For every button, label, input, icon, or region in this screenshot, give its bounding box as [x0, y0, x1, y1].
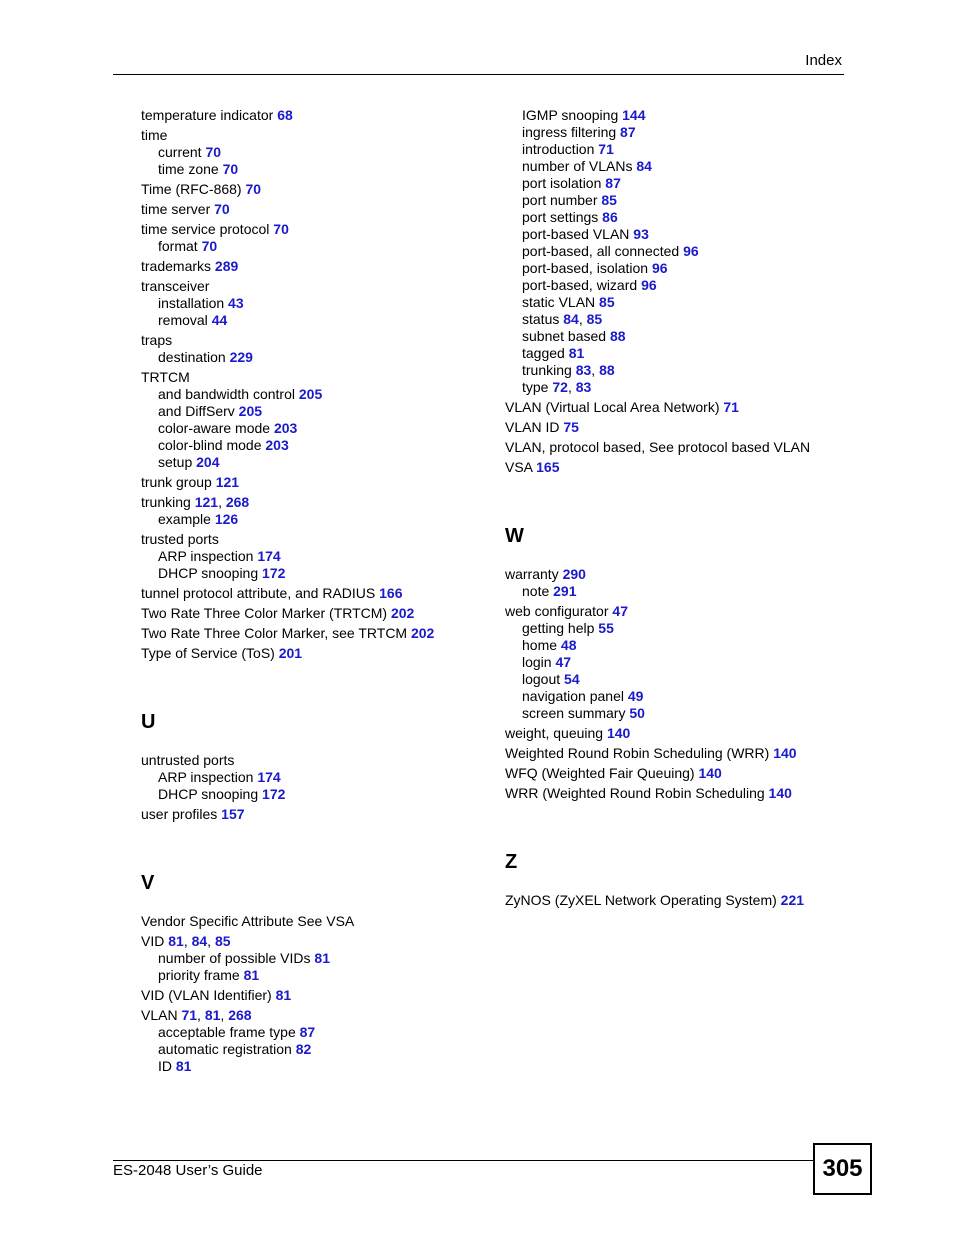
index-term: time server: [141, 201, 215, 217]
page-link[interactable]: 68: [277, 107, 293, 123]
index-subentry: [141, 1058, 481, 1075]
index-term: web configurator: [505, 603, 613, 619]
index-main-line: [141, 625, 481, 642]
page-link[interactable]: 49: [627, 688, 644, 704]
index-main-line: [141, 605, 481, 622]
index-term: login: [522, 654, 556, 670]
page-link[interactable]: 88: [599, 362, 615, 378]
page-link[interactable]: 204: [196, 454, 220, 470]
index-subentry: [505, 362, 835, 379]
index-term: ARP inspection: [158, 769, 258, 785]
index-term: automatic registration: [158, 1041, 296, 1057]
index-term: trademarks: [141, 258, 215, 274]
index-term: Time (RFC-868): [141, 181, 246, 197]
index-entry: [141, 221, 481, 255]
index-main-line: [141, 645, 481, 662]
page-link[interactable]: 54: [564, 671, 580, 687]
running-header-title: Index: [805, 52, 842, 69]
page-link[interactable]: 47: [612, 603, 628, 619]
index-entry: [141, 201, 481, 218]
page-link[interactable]: 205: [298, 386, 323, 402]
page-link[interactable]: 71: [181, 1007, 198, 1023]
index-term: subnet based: [522, 328, 610, 344]
index-entry: [505, 459, 835, 476]
index-term: user profiles: [141, 806, 222, 822]
index-main-line: [505, 785, 835, 802]
index-entry: [505, 785, 835, 802]
index-term: logout: [522, 671, 565, 687]
index-term: ZyNOS (ZyXEL Network Operating System): [505, 892, 781, 908]
page-link[interactable]: 144: [622, 107, 646, 123]
index-term: VID (VLAN Identifier): [141, 987, 276, 1003]
index-entry: [505, 566, 835, 600]
page-link[interactable]: 81: [243, 967, 260, 983]
index-main-line: [141, 278, 481, 295]
index-subentry: [141, 548, 481, 565]
index-column-right: [505, 107, 835, 909]
index-term: acceptable frame type: [158, 1024, 300, 1040]
page-link[interactable]: 121: [194, 494, 219, 510]
index-term: format: [158, 238, 202, 254]
index-subentry: [505, 209, 835, 226]
index-term: number of possible VIDs: [158, 950, 315, 966]
index-subentry: [505, 345, 835, 362]
index-term: number of VLANs: [522, 158, 637, 174]
index-subentry: [505, 328, 835, 345]
index-term: VLAN, protocol based, See protocol based VLAN: [505, 439, 811, 455]
index-term: DHCP snooping: [158, 565, 263, 581]
page-link[interactable]: 88: [609, 328, 626, 344]
index-subentry: [505, 671, 835, 688]
page-link[interactable]: 71: [723, 399, 739, 415]
index-term: DHCP snooping: [158, 786, 263, 802]
index-subentry: [505, 688, 835, 705]
index-main-line: [141, 127, 481, 144]
index-entry: [505, 765, 835, 782]
index-term: VLAN: [141, 1007, 182, 1023]
page-link[interactable]: 83: [575, 379, 592, 395]
page-link[interactable]: 166: [379, 585, 403, 601]
page-link[interactable]: 172: [262, 565, 286, 581]
index-term: port isolation: [522, 175, 606, 191]
page-link[interactable]: 205: [238, 403, 263, 419]
index-subentry: [505, 158, 835, 175]
index-term: ARP inspection: [158, 548, 258, 564]
page-link[interactable]: 48: [560, 637, 577, 653]
index-entry: [505, 725, 835, 742]
page-link[interactable]: 43: [228, 295, 244, 311]
page-link[interactable]: 70: [201, 238, 218, 254]
page-link[interactable]: 202: [390, 605, 415, 621]
page-link[interactable]: 289: [214, 258, 239, 274]
index-subentry: [141, 437, 481, 454]
index-term: port-based VLAN: [522, 226, 634, 242]
section-letter: Z: [505, 851, 518, 873]
index-subentry: [505, 583, 835, 600]
page-link[interactable]: 71: [598, 141, 614, 157]
index-main-line: [141, 369, 481, 386]
page-link[interactable]: 140: [698, 765, 722, 781]
section-letter: V: [141, 872, 155, 894]
page-link[interactable]: 72: [552, 379, 568, 395]
index-main-line: [141, 1007, 481, 1024]
index-term: and bandwidth control: [158, 386, 299, 402]
page-separator: ,: [207, 933, 215, 949]
index-term: Weighted Round Robin Scheduling (WRR): [505, 745, 774, 761]
page-link[interactable]: 85: [601, 192, 617, 208]
index-term: ingress filtering: [522, 124, 621, 140]
page-link[interactable]: 126: [214, 511, 239, 527]
page-link[interactable]: 81: [314, 950, 330, 966]
index-main-line: [141, 494, 481, 511]
index-term: temperature indicator: [141, 107, 278, 123]
header-rule: [113, 74, 844, 75]
index-subentry: [141, 1024, 481, 1041]
index-main-line: [141, 913, 481, 930]
index-subentry: [505, 175, 835, 192]
index-subentry: [505, 620, 835, 637]
index-term: installation: [158, 295, 229, 311]
index-term: priority frame: [158, 967, 244, 983]
index-main-line: [141, 221, 481, 238]
page-link[interactable]: 85: [214, 933, 231, 949]
index-term: time: [141, 127, 168, 143]
index-main-line: [505, 399, 835, 416]
index-subentry: [141, 161, 481, 178]
page-link[interactable]: 70: [273, 221, 289, 237]
index-subentry: [141, 238, 481, 255]
index-main-line: [505, 603, 835, 620]
page-link[interactable]: 84: [191, 933, 208, 949]
index-entry: [141, 806, 481, 823]
page-link[interactable]: 85: [586, 311, 603, 327]
page-separator: ,: [591, 362, 600, 378]
index-term: untrusted ports: [141, 752, 235, 768]
index-term: color-aware mode: [158, 420, 274, 436]
index-subentry: [141, 144, 481, 161]
page-link[interactable]: 221: [780, 892, 805, 908]
page-link[interactable]: 87: [605, 175, 621, 191]
index-main-line: [141, 107, 481, 124]
page-link[interactable]: 86: [602, 209, 618, 225]
index-subentry: [505, 260, 835, 277]
index-subentry: [505, 141, 835, 158]
index-entry: [505, 107, 835, 396]
index-entry: [141, 933, 481, 984]
index-term: time zone: [158, 161, 223, 177]
index-subentry: [141, 967, 481, 984]
index-entry: [141, 625, 481, 642]
index-term: WFQ (Weighted Fair Queuing): [505, 765, 699, 781]
index-entry: [141, 332, 481, 366]
index-subentry: [505, 294, 835, 311]
index-entry: [505, 603, 835, 722]
index-term: traps: [141, 332, 173, 348]
page-link[interactable]: 84: [636, 158, 652, 174]
footer-rule: [113, 1160, 814, 1161]
index-subentry: [505, 654, 835, 671]
index-term: VLAN ID: [505, 419, 564, 435]
index-term: home: [522, 637, 561, 653]
page-link[interactable]: 87: [299, 1024, 316, 1040]
index-term: Type of Service (ToS): [141, 645, 279, 661]
page-link[interactable]: 202: [410, 625, 435, 641]
page-link[interactable]: 140: [606, 725, 631, 741]
index-main-line: [141, 474, 481, 491]
page-link[interactable]: 172: [262, 786, 286, 802]
index-main-line: [505, 745, 835, 762]
index-main-line: [141, 531, 481, 548]
page-link[interactable]: 84: [563, 311, 579, 327]
index-term: current: [158, 144, 206, 160]
index-main-line: [141, 258, 481, 275]
index-term: port-based, isolation: [522, 260, 652, 276]
page-link[interactable]: 70: [245, 181, 262, 197]
page-link[interactable]: 140: [773, 745, 797, 761]
page-link[interactable]: 268: [225, 494, 250, 510]
index-main-line: [141, 933, 481, 950]
index-entry: [505, 419, 835, 436]
index-entry: [141, 127, 481, 178]
page-link[interactable]: 268: [228, 1007, 252, 1023]
page-link[interactable]: 50: [629, 705, 645, 721]
index-term: ID: [158, 1058, 176, 1074]
index-subentry: [141, 454, 481, 471]
index-entry: [141, 258, 481, 275]
page-link[interactable]: 83: [575, 362, 592, 378]
page-link[interactable]: 87: [620, 124, 636, 140]
index-subentry: [141, 420, 481, 437]
index-term: trunk group: [141, 474, 216, 490]
section-letter: W: [505, 525, 524, 547]
index-term: and DiffServ: [158, 403, 239, 419]
index-term: type: [522, 379, 553, 395]
index-main-line: [505, 765, 835, 782]
index-subentry: [141, 1041, 481, 1058]
index-entry: [141, 107, 481, 124]
page-link[interactable]: 96: [651, 260, 668, 276]
footer-guide-title: ES-2048 User’s Guide: [113, 1162, 263, 1179]
index-subentry: [505, 379, 835, 396]
index-term: VID: [141, 933, 169, 949]
page-link[interactable]: 201: [278, 645, 303, 661]
index-term: WRR (Weighted Round Robin Scheduling: [505, 785, 769, 801]
page-link[interactable]: 229: [229, 349, 253, 365]
index-term: status: [522, 311, 564, 327]
page-link[interactable]: 47: [555, 654, 572, 670]
page-link[interactable]: 75: [563, 419, 579, 435]
index-subentry: [141, 950, 481, 967]
page-link[interactable]: 81: [275, 987, 292, 1003]
index-main-line: [505, 566, 835, 583]
index-subentry: [505, 637, 835, 654]
index-entry: [141, 494, 481, 528]
index-term: removal: [158, 312, 212, 328]
index-term: navigation panel: [522, 688, 628, 704]
index-entry: [141, 369, 481, 471]
page-link[interactable]: 81: [168, 933, 184, 949]
page-link[interactable]: 165: [536, 459, 560, 475]
index-subentry: [141, 403, 481, 420]
index-main-line: [505, 459, 835, 476]
index-subentry: [141, 511, 481, 528]
page-link[interactable]: 96: [641, 277, 657, 293]
page-link[interactable]: 174: [257, 769, 281, 785]
page-link[interactable]: 96: [683, 243, 699, 259]
index-entry: [141, 913, 481, 930]
page-separator: ,: [220, 1007, 229, 1023]
index-term: tagged: [522, 345, 569, 361]
page-link[interactable]: 291: [553, 583, 577, 599]
page-link[interactable]: 70: [214, 201, 230, 217]
index-entry: [141, 181, 481, 198]
index-entry: [505, 745, 835, 762]
index-term: Two Rate Three Color Marker, see TRTCM: [141, 625, 411, 641]
index-term: port number: [522, 192, 602, 208]
index-main-line: [141, 585, 481, 602]
index-term: time service protocol: [141, 221, 274, 237]
page-link[interactable]: 140: [768, 785, 792, 801]
index-term: VSA: [505, 459, 537, 475]
index-term: IGMP snooping: [522, 107, 623, 123]
index-main-line: [141, 201, 481, 218]
index-entry: [141, 278, 481, 329]
page-link[interactable]: 44: [211, 312, 228, 328]
index-term: Vendor Specific Attribute See VSA: [141, 913, 355, 929]
index-main-line: [141, 806, 481, 823]
index-term: note: [522, 583, 554, 599]
index-term: trunking: [141, 494, 195, 510]
index-subentry: [505, 226, 835, 243]
page-link[interactable]: 55: [598, 620, 614, 636]
index-subentry: [141, 786, 481, 803]
index-entry: [141, 752, 481, 803]
index-term: trusted ports: [141, 531, 219, 547]
index-term: VLAN (Virtual Local Area Network): [505, 399, 724, 415]
index-main-line: [141, 332, 481, 349]
page-number: 305: [813, 1143, 872, 1195]
index-subentry: [505, 124, 835, 141]
index-term: trunking: [522, 362, 576, 378]
index-term: screen summary: [522, 705, 630, 721]
index-term: color-blind mode: [158, 437, 266, 453]
index-entry: [141, 605, 481, 622]
index-entry: [141, 1007, 481, 1075]
index-entry: [505, 439, 835, 456]
section-letter: U: [141, 711, 156, 733]
index-entry: [505, 892, 835, 909]
index-term: Two Rate Three Color Marker (TRTCM): [141, 605, 391, 621]
page-link[interactable]: 81: [568, 345, 585, 361]
page-link[interactable]: 81: [204, 1007, 221, 1023]
page-link[interactable]: 70: [205, 144, 222, 160]
index-subentry: [141, 312, 481, 329]
page-link[interactable]: 85: [599, 294, 615, 310]
index-term: TRTCM: [141, 369, 190, 385]
page-link[interactable]: 121: [215, 474, 240, 490]
index-subentry: [505, 243, 835, 260]
page-link[interactable]: 174: [257, 548, 281, 564]
index-term: setup: [158, 454, 197, 470]
page-separator: ,: [567, 379, 576, 395]
page-separator: ,: [183, 933, 192, 949]
index-entry: [141, 531, 481, 582]
index-main-line: [505, 419, 835, 436]
index-subentry: [141, 565, 481, 582]
index-subentry: [505, 705, 835, 722]
page-link[interactable]: 157: [221, 806, 245, 822]
index-subentry: [141, 386, 481, 403]
page-separator: ,: [578, 311, 587, 327]
index-entry: [505, 399, 835, 416]
index-main-line: [141, 181, 481, 198]
index-subentry: [141, 769, 481, 786]
index-main-line: [505, 439, 835, 456]
index-term: weight, queuing: [505, 725, 607, 741]
index-entry: [141, 474, 481, 491]
page-link[interactable]: 290: [562, 566, 586, 582]
page-separator: ,: [197, 1007, 205, 1023]
index-main-line: [505, 892, 835, 909]
index-subentry: [141, 349, 481, 366]
index-term: tunnel protocol attribute, and RADIUS: [141, 585, 380, 601]
index-term: static VLAN: [522, 294, 600, 310]
index-subentry: [141, 295, 481, 312]
page-link[interactable]: 203: [273, 420, 298, 436]
page-link[interactable]: 70: [222, 161, 239, 177]
index-entry: [141, 987, 481, 1004]
index-term: port-based, all connected: [522, 243, 684, 259]
index-term: port settings: [522, 209, 603, 225]
index-main-line: [141, 987, 481, 1004]
page-link[interactable]: 93: [633, 226, 649, 242]
page-link[interactable]: 81: [175, 1058, 192, 1074]
index-main-line: [505, 725, 835, 742]
index-column-left: [141, 107, 481, 1075]
index-term: example: [158, 511, 215, 527]
index-term: warranty: [505, 566, 563, 582]
index-entry: [141, 585, 481, 602]
page-link[interactable]: 82: [295, 1041, 312, 1057]
index-subentry: [505, 107, 835, 124]
index-subentry: [505, 192, 835, 209]
index-subentry: [505, 311, 835, 328]
index-main-line: [141, 752, 481, 769]
page-separator: ,: [218, 494, 226, 510]
index-term: transceiver: [141, 278, 210, 294]
index-term: introduction: [522, 141, 599, 157]
index-entry: [141, 645, 481, 662]
index-term: destination: [158, 349, 230, 365]
index-term: port-based, wizard: [522, 277, 642, 293]
page-link[interactable]: 203: [265, 437, 289, 453]
index-term: getting help: [522, 620, 599, 636]
index-subentry: [505, 277, 835, 294]
